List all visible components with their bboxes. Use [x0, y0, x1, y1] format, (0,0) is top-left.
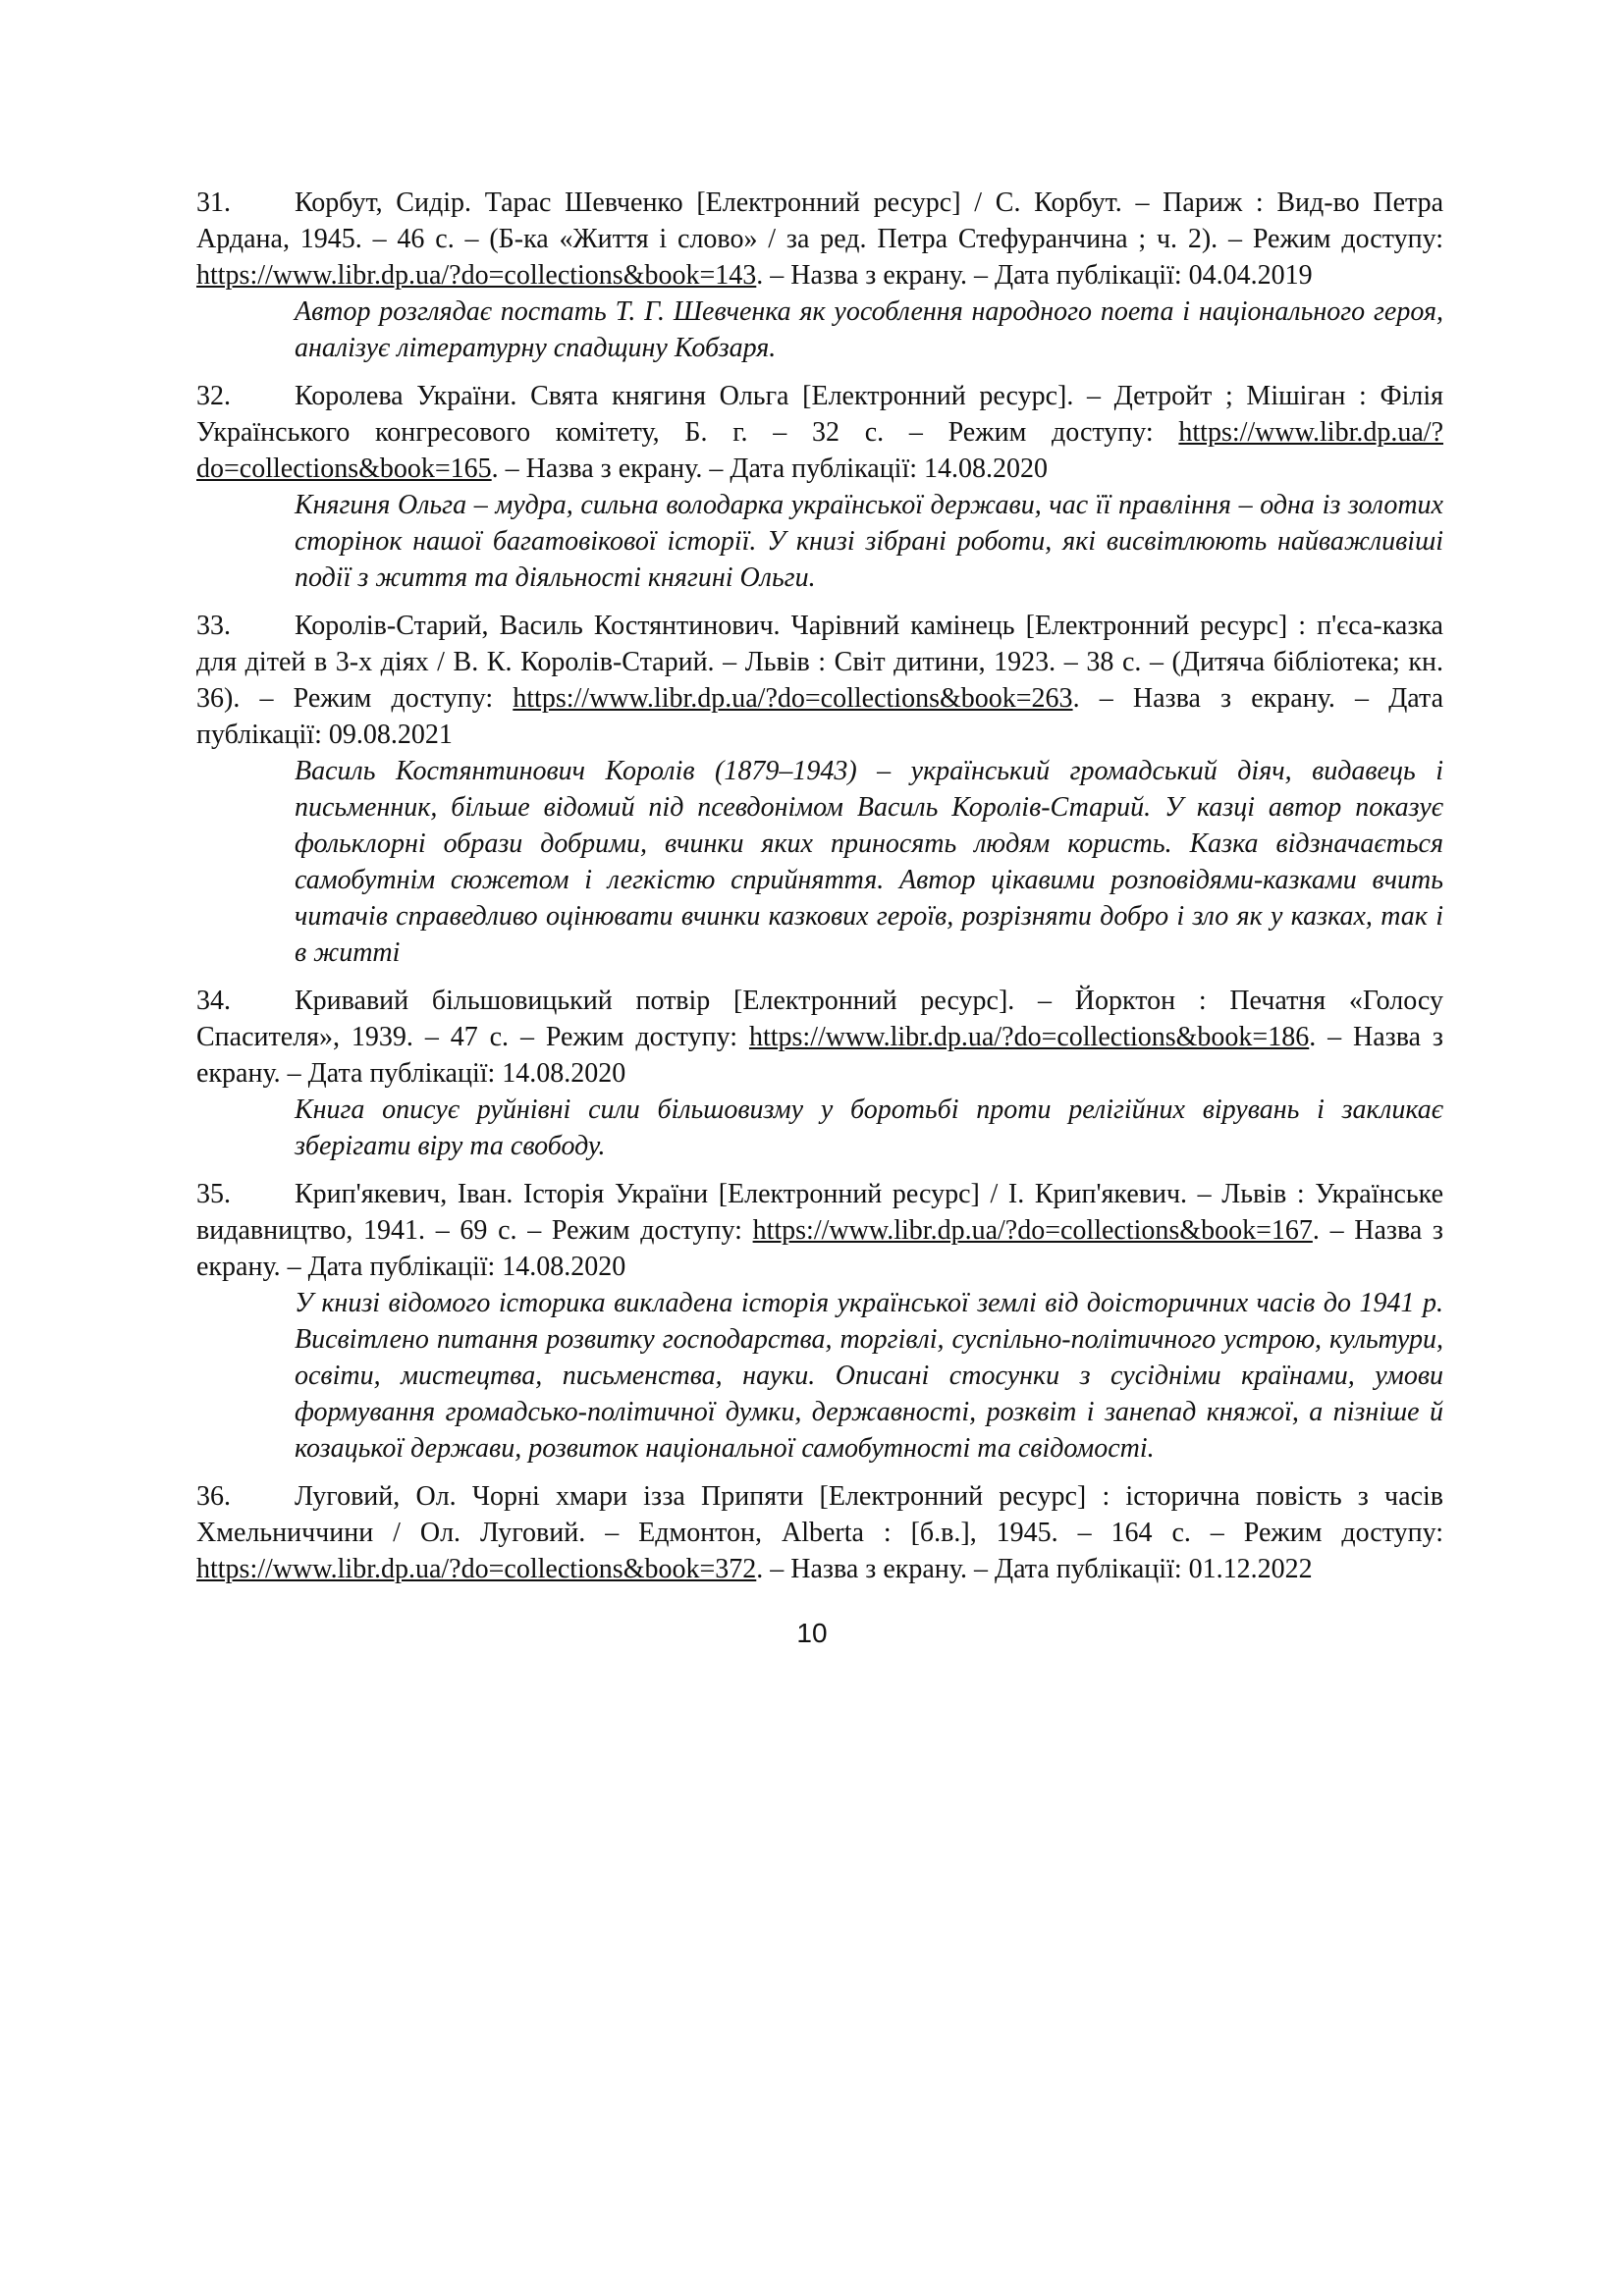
bibliography-entry-35 [196, 1176, 1443, 1467]
citation-text: Корбут, Сидір. Тарас Шевченко [Електронний ресурс] / С. Корбут. – Париж : Вид-во Петра Ардана, 1945. – 46 с. – (Б-ка «Життя і слово» / за ред. Петра Стефуранчина ; ч. 2). – Режим доступу: [196, 187, 1443, 254]
citation [196, 1176, 1443, 1285]
document-page [196, 185, 1443, 1599]
entry-number: 33. [196, 611, 231, 641]
bibliography-entry-31 [196, 185, 1443, 366]
entry-number: 36. [196, 1481, 231, 1512]
citation-text: Крип'якевич, Іван. Історія України [Електронний ресурс] / І. Крип'якевич. – Львів : Українське видавництво, 1941. – 69 с. – Режим доступу: [196, 1179, 1443, 1246]
bibliography-entry-34 [196, 983, 1443, 1164]
citation-link[interactable]: https://www.libr.dp.ua/?do=collections&book=143 [196, 260, 757, 291]
annotation: У книзі відомого історика викладена історія української землі від доісторичних часів до 1941 р. Висвітлено питання розвитку господарства, торгівлі, суспільно-політичного устрою, культури, освіти, мистецтва, письменства, науки. Описані стосунки з сусідніми країнами, умови формування громадсько-політичної думки, державності, розквіт і занепад княжої, а пізніше й козацької держави, розвиток національної самобутності та свідомості. [295, 1288, 1443, 1464]
page-number: 10 [796, 1618, 828, 1648]
annotation: Княгиня Ольга – мудра, сильна володарка української держави, час її правління – одна із золотих сторінок нашої багатовікової історії. У книзі зібрані роботи, які висвітлюють найважливіші події з життя та діяльності княгині Ольги. [295, 490, 1443, 593]
annotation: Василь Костянтинович Королів (1879–1943) – український громадський діяч, видавець і письменник, більше відомий під псевдонімом Василь Королів-Старий. У казці автор показує фольклорні образи добрими, вчинки яких приносять людям користь. Казка відзначається самобутнім сюжетом і легкістю сприйняття. Автор цікавими розповідями-казками вчить читачів справедливо оцінювати вчинки казкових героїв, розрізняти добро і зло як у казках, так і в житті [295, 756, 1443, 968]
citation [196, 1478, 1443, 1587]
citation-link[interactable]: https://www.libr.dp.ua/?do=collections&book=165 [196, 417, 1443, 484]
bibliography-entry-32 [196, 378, 1443, 596]
citation-text: Королів-Старий, Василь Костянтинович. Чарівний камінець [Електронний ресурс] : п'єса-казка для дітей в 3-х діях / В. К. Королів-Старий. – Львів : Світ дитини, 1923. – 38 с. – (Дитяча бібліотека; кн. 36). – Режим доступу: [196, 611, 1443, 714]
citation-text: Королева України. Свята княгиня Ольга [Електронний ресурс]. – Детройт ; Мішіган : Філія Українського конгресового комітету, Б. г. – 32 с. – Режим доступу: [196, 381, 1443, 448]
annotation: Автор розглядає постать Т. Г. Шевченка як уособлення народного поета і національного героя, аналізує літературну спадщину Кобзаря. [295, 296, 1443, 363]
citation-link[interactable]: https://www.libr.dp.ua/?do=collections&book=167 [752, 1215, 1313, 1246]
citation-text-end: . – Назва з екрану. – Дата публікації: 01.12.2022 [756, 1554, 1313, 1584]
entry-number: 34. [196, 986, 231, 1016]
entry-number: 31. [196, 187, 231, 218]
citation [196, 608, 1443, 753]
citation-text-end: . – Назва з екрану. – Дата публікації: 14.08.2020 [196, 1022, 1443, 1089]
citation-text: Кривавий більшовицький потвір [Електронний ресурс]. – Йорктон : Печатня «Голосу Спасителя», 1939. – 47 с. – Режим доступу: [196, 986, 1443, 1052]
citation-link[interactable]: https://www.libr.dp.ua/?do=collections&book=186 [748, 1022, 1310, 1052]
entry-number: 32. [196, 381, 231, 411]
citation-link[interactable]: https://www.libr.dp.ua/?do=collections&book=372 [196, 1554, 757, 1584]
citation-text: Луговий, Ол. Чорні хмари ізза Припяти [Електронний ресурс] : історична повість з часів Хмельниччини / Ол. Луговий. – Едмонтон, Alberta : [б.в.], 1945. – 164 с. – Режим доступу: [196, 1481, 1443, 1548]
citation-text-end: . – Назва з екрану. – Дата публікації: 14.08.2020 [491, 454, 1049, 484]
citation [196, 185, 1443, 294]
citation [196, 983, 1443, 1092]
citation-link[interactable]: https://www.libr.dp.ua/?do=collections&book=263 [513, 683, 1073, 714]
citation-text-end: . – Назва з екрану. – Дата публікації: 14.08.2020 [196, 1215, 1443, 1282]
citation-text-end: . – Назва з екрану. – Дата публікації: 04.04.2019 [756, 260, 1313, 291]
bibliography-entry-36 [196, 1478, 1443, 1587]
citation-text-end: . – Назва з екрану. – Дата публікації: 09.08.2021 [196, 683, 1444, 750]
annotation: Книга описує руйнівні сили більшовизму у боротьбі проти релігійних вірувань і закликає зберігати віру та свободу. [295, 1095, 1443, 1161]
entry-number: 35. [196, 1179, 231, 1209]
bibliography-entry-33 [196, 608, 1443, 971]
citation [196, 378, 1443, 487]
